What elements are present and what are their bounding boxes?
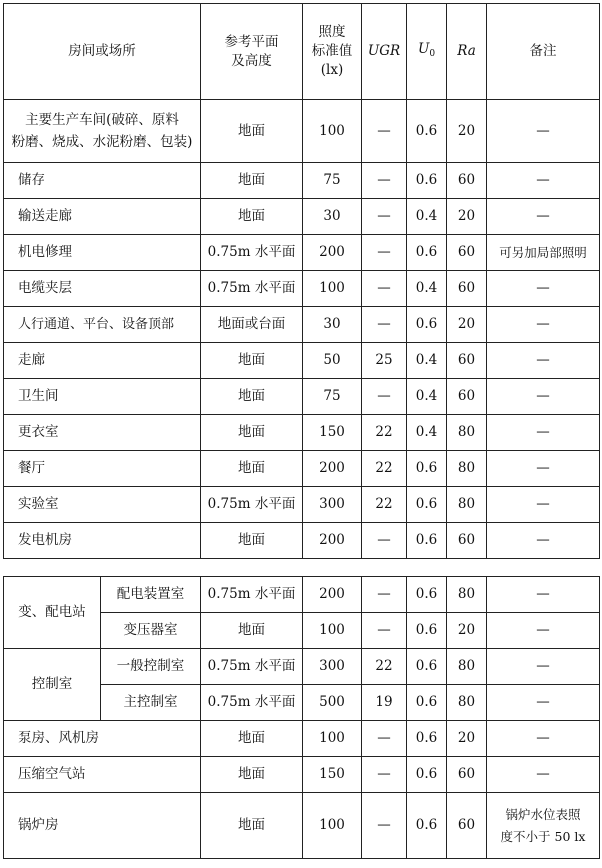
cell-ra: 20 — [447, 613, 487, 649]
cell-room: 泵房、风机房 — [4, 721, 201, 757]
cell-u0: 0.6 — [407, 685, 447, 721]
cell-note: — — [487, 199, 600, 235]
cell-u0: 0.6 — [407, 613, 447, 649]
cell-u0: 0.6 — [407, 721, 447, 757]
cell-lux: 200 — [303, 235, 362, 271]
table-row — [4, 379, 600, 415]
table-row — [4, 451, 600, 487]
table-row — [4, 649, 600, 685]
cell-lux: 100 — [303, 100, 362, 163]
cell-subroom: 配电装置室 — [101, 577, 201, 613]
cell-note: — — [487, 415, 600, 451]
cell-room: 主要生产车间(破碎、原料 粉磨、烧成、水泥粉磨、包装) — [4, 100, 201, 163]
cell-plane: 地面 — [201, 523, 303, 559]
cell-u0: 0.6 — [407, 487, 447, 523]
cell-ra: 60 — [447, 379, 487, 415]
cell-plane: 地面 — [201, 343, 303, 379]
cell-plane: 0.75m 水平面 — [201, 271, 303, 307]
cell-subroom: 主控制室 — [101, 685, 201, 721]
cell-ra: 60 — [447, 793, 487, 859]
cell-note: — — [487, 577, 600, 613]
cell-ugr: 25 — [362, 343, 407, 379]
cell-ra: 20 — [447, 100, 487, 163]
cell-note: — — [487, 451, 600, 487]
cell-note: — — [487, 307, 600, 343]
cell-ra: 80 — [447, 415, 487, 451]
cell-u0: 0.6 — [407, 451, 447, 487]
table-row — [4, 163, 600, 199]
cell-ra: 60 — [447, 163, 487, 199]
cell-u0: 0.6 — [407, 793, 447, 859]
cell-plane: 0.75m 水平面 — [201, 577, 303, 613]
cell-u0: 0.6 — [407, 649, 447, 685]
cell-u0: 0.6 — [407, 307, 447, 343]
cell-plane: 地面或台面 — [201, 307, 303, 343]
illuminance-table-part2 — [3, 576, 600, 859]
cell-u0: 0.4 — [407, 199, 447, 235]
cell-lux: 150 — [303, 757, 362, 793]
cell-note: — — [487, 649, 600, 685]
table-row — [4, 100, 600, 163]
table-row — [4, 487, 600, 523]
cell-ugr: 22 — [362, 649, 407, 685]
cell-room: 走廊 — [4, 343, 201, 379]
cell-plane: 地面 — [201, 613, 303, 649]
cell-ugr: — — [362, 523, 407, 559]
table-row — [4, 415, 600, 451]
cell-lux: 75 — [303, 379, 362, 415]
table-row — [4, 271, 600, 307]
cell-room: 卫生间 — [4, 379, 201, 415]
cell-lux: 300 — [303, 649, 362, 685]
cell-ra: 60 — [447, 235, 487, 271]
cell-note: — — [487, 685, 600, 721]
cell-room: 储存 — [4, 163, 201, 199]
table-row — [4, 307, 600, 343]
cell-note: — — [487, 523, 600, 559]
table-row — [4, 793, 600, 859]
cell-ra: 60 — [447, 343, 487, 379]
cell-lux: 50 — [303, 343, 362, 379]
cell-note: 锅炉水位表照 度不小于 50 lx — [487, 793, 600, 859]
table-header-row — [4, 4, 600, 100]
header-ra: Ra — [447, 4, 487, 100]
cell-ra: 60 — [447, 757, 487, 793]
cell-ugr: 22 — [362, 487, 407, 523]
cell-plane: 地面 — [201, 199, 303, 235]
cell-ugr: 22 — [362, 415, 407, 451]
cell-note: — — [487, 613, 600, 649]
cell-ra: 80 — [447, 577, 487, 613]
cell-ra: 20 — [447, 307, 487, 343]
illuminance-table-part1 — [3, 3, 600, 559]
cell-lux: 300 — [303, 487, 362, 523]
cell-lux: 75 — [303, 163, 362, 199]
cell-ugr: — — [362, 307, 407, 343]
cell-note: — — [487, 757, 600, 793]
cell-plane: 地面 — [201, 757, 303, 793]
cell-note: — — [487, 487, 600, 523]
cell-ra: 80 — [447, 685, 487, 721]
cell-room: 锅炉房 — [4, 793, 201, 859]
cell-lux: 200 — [303, 523, 362, 559]
cell-lux: 150 — [303, 415, 362, 451]
cell-lux: 100 — [303, 613, 362, 649]
group-substation: 变、配电站 — [4, 577, 101, 649]
cell-lux: 100 — [303, 793, 362, 859]
cell-room: 餐厅 — [4, 451, 201, 487]
cell-plane: 地面 — [201, 379, 303, 415]
header-ugr: UGR — [362, 4, 407, 100]
cell-ugr: — — [362, 379, 407, 415]
cell-lux: 100 — [303, 721, 362, 757]
cell-ugr: — — [362, 613, 407, 649]
cell-ugr: — — [362, 793, 407, 859]
cell-room: 发电机房 — [4, 523, 201, 559]
cell-note: 可另加局部照明 — [487, 235, 600, 271]
cell-note: — — [487, 721, 600, 757]
cell-u0: 0.6 — [407, 757, 447, 793]
cell-lux: 200 — [303, 577, 362, 613]
cell-lux: 30 — [303, 199, 362, 235]
group-control: 控制室 — [4, 649, 101, 721]
cell-lux: 30 — [303, 307, 362, 343]
cell-ugr: — — [362, 199, 407, 235]
cell-plane: 地面 — [201, 451, 303, 487]
cell-u0: 0.4 — [407, 415, 447, 451]
cell-plane: 0.75m 水平面 — [201, 487, 303, 523]
cell-u0: 0.6 — [407, 163, 447, 199]
cell-plane: 0.75m 水平面 — [201, 685, 303, 721]
cell-u0: 0.6 — [407, 523, 447, 559]
cell-room: 更衣室 — [4, 415, 201, 451]
cell-ugr: — — [362, 100, 407, 163]
table-row — [4, 343, 600, 379]
cell-ra: 60 — [447, 523, 487, 559]
cell-lux: 100 — [303, 271, 362, 307]
cell-lux: 500 — [303, 685, 362, 721]
cell-plane: 地面 — [201, 415, 303, 451]
cell-ra: 60 — [447, 271, 487, 307]
cell-subroom: 一般控制室 — [101, 649, 201, 685]
cell-ugr: — — [362, 235, 407, 271]
header-ref-plane: 参考平面 及高度 — [201, 4, 303, 100]
cell-note: — — [487, 163, 600, 199]
cell-ugr: 22 — [362, 451, 407, 487]
cell-ugr: — — [362, 757, 407, 793]
cell-room: 机电修理 — [4, 235, 201, 271]
cell-ugr: 19 — [362, 685, 407, 721]
cell-plane: 地面 — [201, 793, 303, 859]
cell-note: — — [487, 100, 600, 163]
header-room: 房间或场所 — [4, 4, 201, 100]
cell-u0: 0.6 — [407, 235, 447, 271]
cell-ugr: — — [362, 271, 407, 307]
cell-note: — — [487, 271, 600, 307]
cell-ugr: — — [362, 577, 407, 613]
cell-plane: 地面 — [201, 100, 303, 163]
cell-subroom: 变压器室 — [101, 613, 201, 649]
table-row — [4, 757, 600, 793]
cell-u0: 0.4 — [407, 379, 447, 415]
cell-plane: 地面 — [201, 163, 303, 199]
cell-u0: 0.6 — [407, 100, 447, 163]
cell-ra: 80 — [447, 451, 487, 487]
table-row — [4, 523, 600, 559]
cell-plane: 地面 — [201, 721, 303, 757]
table-row — [4, 577, 600, 613]
cell-room: 输送走廊 — [4, 199, 201, 235]
header-note: 备注 — [487, 4, 600, 100]
cell-note: — — [487, 343, 600, 379]
cell-room: 实验室 — [4, 487, 201, 523]
cell-note: — — [487, 379, 600, 415]
cell-ra: 20 — [447, 721, 487, 757]
cell-ra: 80 — [447, 487, 487, 523]
cell-ugr: — — [362, 721, 407, 757]
header-u0: $U_0$ — [407, 4, 447, 100]
table-row — [4, 199, 600, 235]
cell-u0: 0.4 — [407, 271, 447, 307]
cell-u0: 0.6 — [407, 577, 447, 613]
cell-ugr: — — [362, 163, 407, 199]
cell-room: 人行通道、平台、设备顶部 — [4, 307, 201, 343]
cell-plane: 0.75m 水平面 — [201, 649, 303, 685]
cell-ra: 80 — [447, 649, 487, 685]
cell-plane: 0.75m 水平面 — [201, 235, 303, 271]
cell-lux: 200 — [303, 451, 362, 487]
cell-ra: 20 — [447, 199, 487, 235]
cell-u0: 0.4 — [407, 343, 447, 379]
header-lux: 照度 标准值 (lx) — [303, 4, 362, 100]
cell-room: 电缆夹层 — [4, 271, 201, 307]
table-row — [4, 235, 600, 271]
table-row — [4, 721, 600, 757]
cell-room: 压缩空气站 — [4, 757, 201, 793]
